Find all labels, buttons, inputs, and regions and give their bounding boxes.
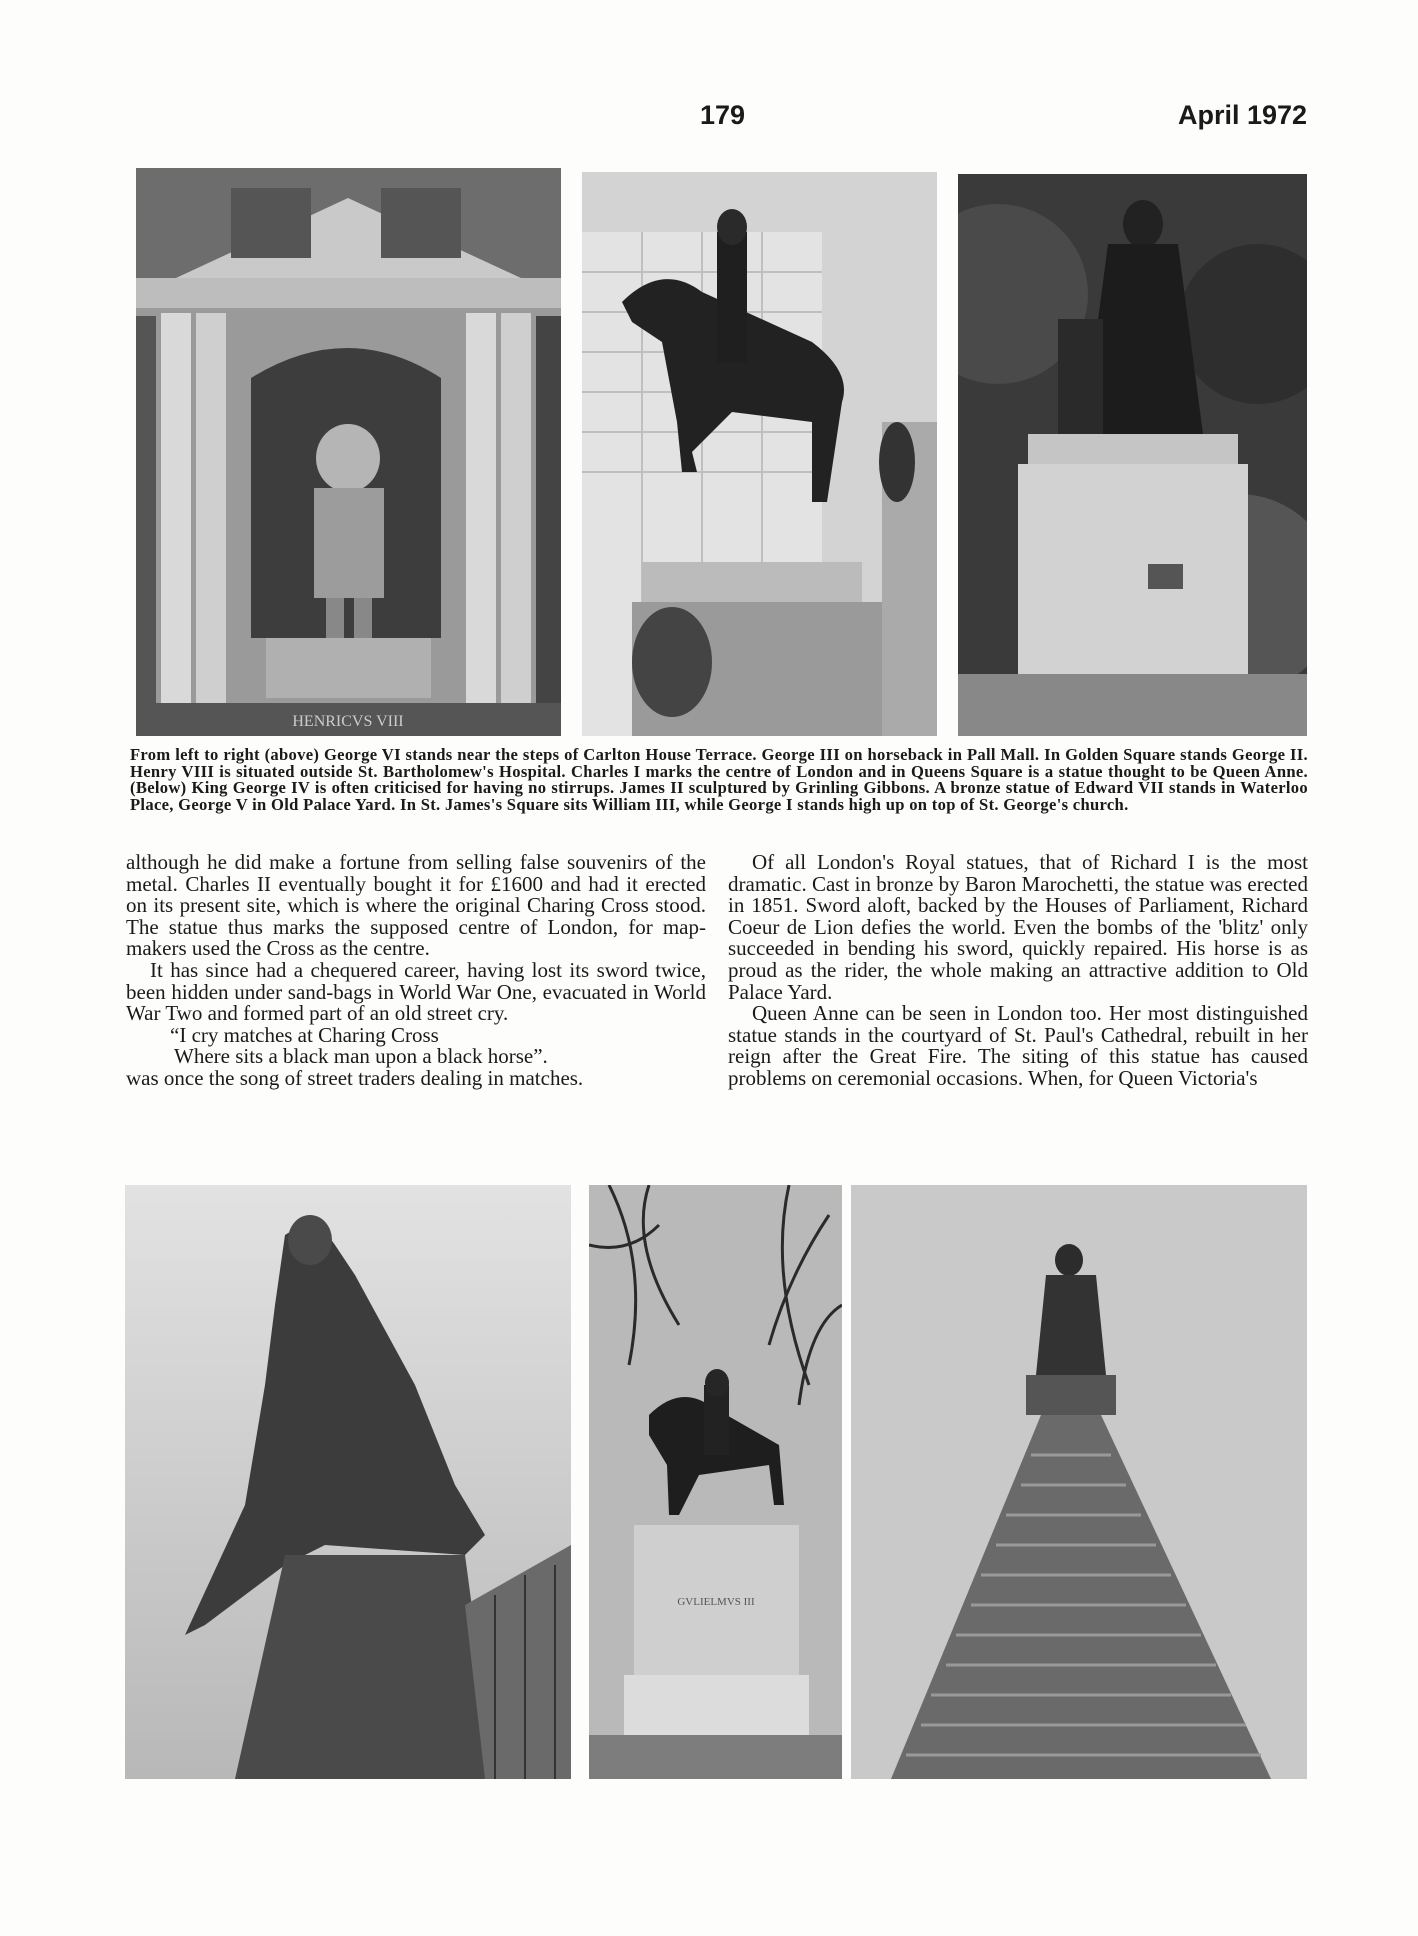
left-paragraph-3: was once the song of street traders dealing in matches.: [126, 1065, 584, 1090]
photo-george-v-statue: [125, 1185, 571, 1779]
page-number: 179: [700, 100, 746, 130]
left-column: [126, 852, 706, 1090]
photo-caption: From left to right (above) George VI stands near the steps of Carlton House Terrace. George III on horseback in Pall Mall. In Golden Square stands George II. Henry VIII is situated outside St. Bartholomew's Hospital. Charles I marks the centre of London and in Queens Square is a statue thought to be Queen Anne. (Below) King George IV is often criticised for having no stirrups. James II sculptured by Grinling Gibbons. A bronze statue of Edward VII stands in Waterloo Place, George V in Old Palace Yard. In St. James's Square sits William III, while George I stands high up on top of St. George's church.: [130, 745, 1308, 814]
right-paragraph-1: Of all London's Royal statues, that of Richard I is the most dramatic. Cast in bronze by Baron Marochetti, the statue was erected in 1851. Sword aloft, backed by the Houses of Parliament, Richard Coeur de Lion defies the world. Even the bombs of the 'blitz' only succeeded in bending his sword, quickly repaired. His horse is as proud as the rider, the whole making an attractive addition to Old Palace Yard.: [728, 850, 1308, 1004]
street-cry-line-1: “I cry matches at Charing Cross: [170, 1022, 439, 1047]
photo-henry-viii-statue: [136, 168, 561, 736]
henry-inscription: HENRICVS VIII: [292, 713, 404, 730]
right-column: [728, 852, 1308, 1090]
right-paragraph-2: Queen Anne can be seen in London too. Her most distinguished statue stands in the courtyard of St. Paul's Cathedral, rebuilt in her reign after the Great Fire. The siting of this statue has caused problems on ceremonial occasions. When, for Queen Victoria's: [728, 1001, 1308, 1090]
issue-date: April 1972: [1178, 100, 1308, 130]
photo-george-i-statue: [851, 1185, 1307, 1779]
street-cry-line-2: Where sits a black man upon a black horse”.: [174, 1044, 548, 1069]
photo-charles-i-statue: [582, 172, 937, 736]
william-plinth-text: GVLIELMVS III: [677, 1596, 755, 1608]
photo-queen-anne-statue: [958, 174, 1307, 736]
photo-william-iii-statue: [589, 1185, 842, 1779]
left-paragraph-2: It has since had a chequered career, having lost its sword twice, been hidden under sand-bags in World War One, evacuated in World War Two and formed part of an old street cry.: [126, 957, 706, 1026]
left-paragraph-1: although he did make a fortune from selling false souvenirs of the metal. Charles II eventually bought it for £1600 and had it erected on its present site, which is where the original Charing Cross stood. The statue thus marks the supposed centre of London, for map-makers used the Cross as the centre.: [126, 850, 706, 961]
